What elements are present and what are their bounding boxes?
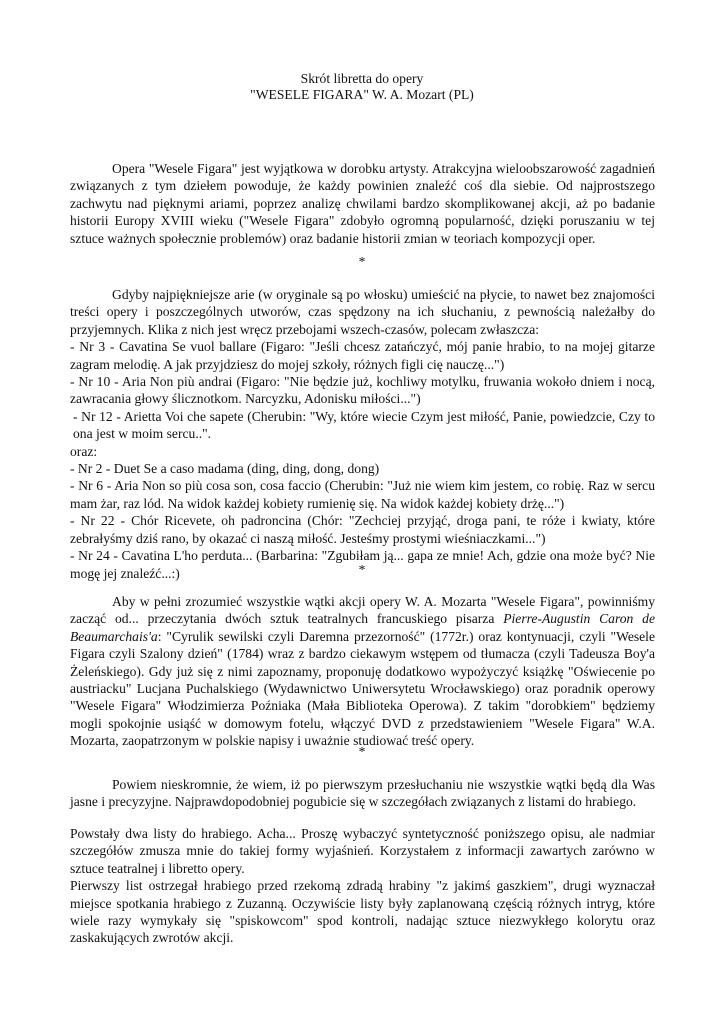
separator-3: * xyxy=(358,744,366,759)
reading-section xyxy=(70,593,655,750)
reading-text-2: : "Cyrulik sewilski czyli Daremna przezorność" (1772r.) oraz kontynuacji, czyli "Wesele Figara czyli Szalony dzień" (1784) wraz z bardzo ciekawym wstępem od tłumacza (czyli Tadeusza Boy'a Żeleńskiego). Gdy już się z nimi zapoznamy, proponuję dodatkowo wypożyczyć książkę "Oświecenie po austriacku" Lucjana Puchalskiego (Wydawnictwo Uniwersytetu Wrocławskiego) oraz poradnik operowy "Wesele Figara" Włodzimierza Poźniaka (Mała Biblioteka Operowa). Z takim "dorobkiem" będziemy mogli spokojnie usiąść w domowym fotelu, włączyć DVD z przedstawieniem "Wesele Figara" W.A. Mozarta, zaopatrzonym w polskie napisy i uważnie studiować treść opery. xyxy=(70,628,655,749)
aria-item: - Nr 22 - Chór Ricevete, oh padroncina (Chór: "Zechciej przyjąć, droga pani, te róże i kwiaty, które zebrałyśmy dziś rano, by okazać ci naszą miłość. Jesteśmy prostymi wieśniaczkami...") xyxy=(70,513,655,546)
aria-item: - Nr 6 - Aria Non so più cosa son, cosa faccio (Cherubin: "Już nie wiem kim jestem, co robię. Raz w sercu mam żar, raz lód. Na widok każdej kobiety rumienię się. Na widok każdej kobiety drżę...") xyxy=(70,478,655,511)
aria-item: - Nr 10 - Aria Non più andrai (Figaro: "Nie będzie już, kochliwy motylku, fruwania wokoło dniem i nocą, zawracania głowy ślicznotkom. Narcyzku, Adonisku miłości...") xyxy=(70,374,655,407)
letters-paragraph-1: Powstały dwa listy do hrabiego. Acha... Proszę wybaczyć syntetyczność poniższego opisu, ale nadmiar szczegółów zmusza mnie do takiej formy wyjaśnień. Korzystałem z informacji zawartych zarówno w sztuce teatralnej i libretto opery. xyxy=(70,826,655,876)
author-name: Pierre-Augustin Caron de Beaumarchais'a xyxy=(70,611,655,644)
listen-section xyxy=(70,776,655,811)
aria-item: - Nr 2 - Duet Se a caso madama (ding, ding, dong, dong) xyxy=(70,461,380,477)
letters-section xyxy=(70,825,655,947)
title-line-2: "WESELE FIGARA" W. A. Mozart (PL) xyxy=(250,87,474,102)
arias-section xyxy=(70,286,655,582)
arias-oraz: oraz: xyxy=(70,443,98,459)
aria-item: - Nr 12 - Arietta Voi che sapete (Cherubin: "Wy, które wiecie Czym jest miłość, Panie, powiedzcie, Czy to ona jest w moim sercu..". xyxy=(73,408,655,442)
reading-paragraph xyxy=(70,593,655,750)
intro-paragraph xyxy=(70,160,655,247)
listen-paragraph: Powiem nieskromnie, że wiem, iż po pierwszym przesłuchaniu nie wszystkie wątki będą dla Was jasne i precyzyjne. Najprawdopodobniej pogubicie się w szczegółach związanych z listami do hrabiego. xyxy=(70,777,655,810)
aria-item: - Nr 3 - Cavatina Se vuol ballare (Figaro: "Jeśli chcesz zatańczyć, mój panie hrabio, to na mojej gitarze zagram melodię. A jak przyjdziesz do mojej szkoły, różnych figli cię nauczę...") xyxy=(70,339,655,372)
aria-item: - Nr 24 - Cavatina L'ho perduta... (Barbarina: "Zgubiłam ją... gapa ze mnie! Ach, gdzie ona może być? Nie mogę jej znaleźć...:) xyxy=(70,548,655,581)
separator-2: * xyxy=(358,562,366,577)
separator-1: * xyxy=(358,254,366,269)
letters-paragraph-2: Pierwszy list ostrzegał hrabiego przed rzekomą zdradą hrabiny "z jakimś gaszkiem", drugi wyznaczał miejsce spotkania hrabiego z Zuzanną. Oczywiście listy były zaplanowaną częścią różnych intryg, które wiele razy wymykały się "spiskowcom" spod kontroli, nadając sztuce niezwykłego kolorytu oraz zaskakujących zwrotów akcji. xyxy=(70,878,655,946)
reading-text-1: Aby w pełni zrozumieć wszystkie wątki akcji opery W. A. Mozarta "Wesele Figara", powinniśmy zacząć od... przeczytania dwóch sztuk teatralnych francuskiego pisarza xyxy=(70,594,655,627)
title-line-1: Skrót libretta do opery xyxy=(300,71,424,86)
intro-text: Opera "Wesele Figara" jest wyjątkowa w dorobku artysty. Atrakcyjna wieloobszarowość zagadnień związanych z tym dziełem powoduje, że każdy powinien znaleźć coś dla siebie. Od najprostszego zachwytu nad pięknymi ariami, poprzez analizę chwilami bardzo skomplikowanej akcji, aż po badanie historii Europy XVIII wieku ("Wesele Figara" zdobyło ogromną popularność, dzięki poruszaniu w tej sztuce ważnych społecznie problemów) oraz badanie historii zmian w teoriach kompozycji oper. xyxy=(70,161,655,246)
arias-intro: Gdyby najpiękniejsze arie (w oryginale są po włosku) umieścić na płycie, to nawet bez znajomości treści opery i poszczególnych utworów, czas spędzony na ich słuchaniu, z pewnością należałby do przyjemnych. Klika z nich jest wręcz przebojami wszech-czasów, polecam zwłaszcza: xyxy=(70,287,655,337)
